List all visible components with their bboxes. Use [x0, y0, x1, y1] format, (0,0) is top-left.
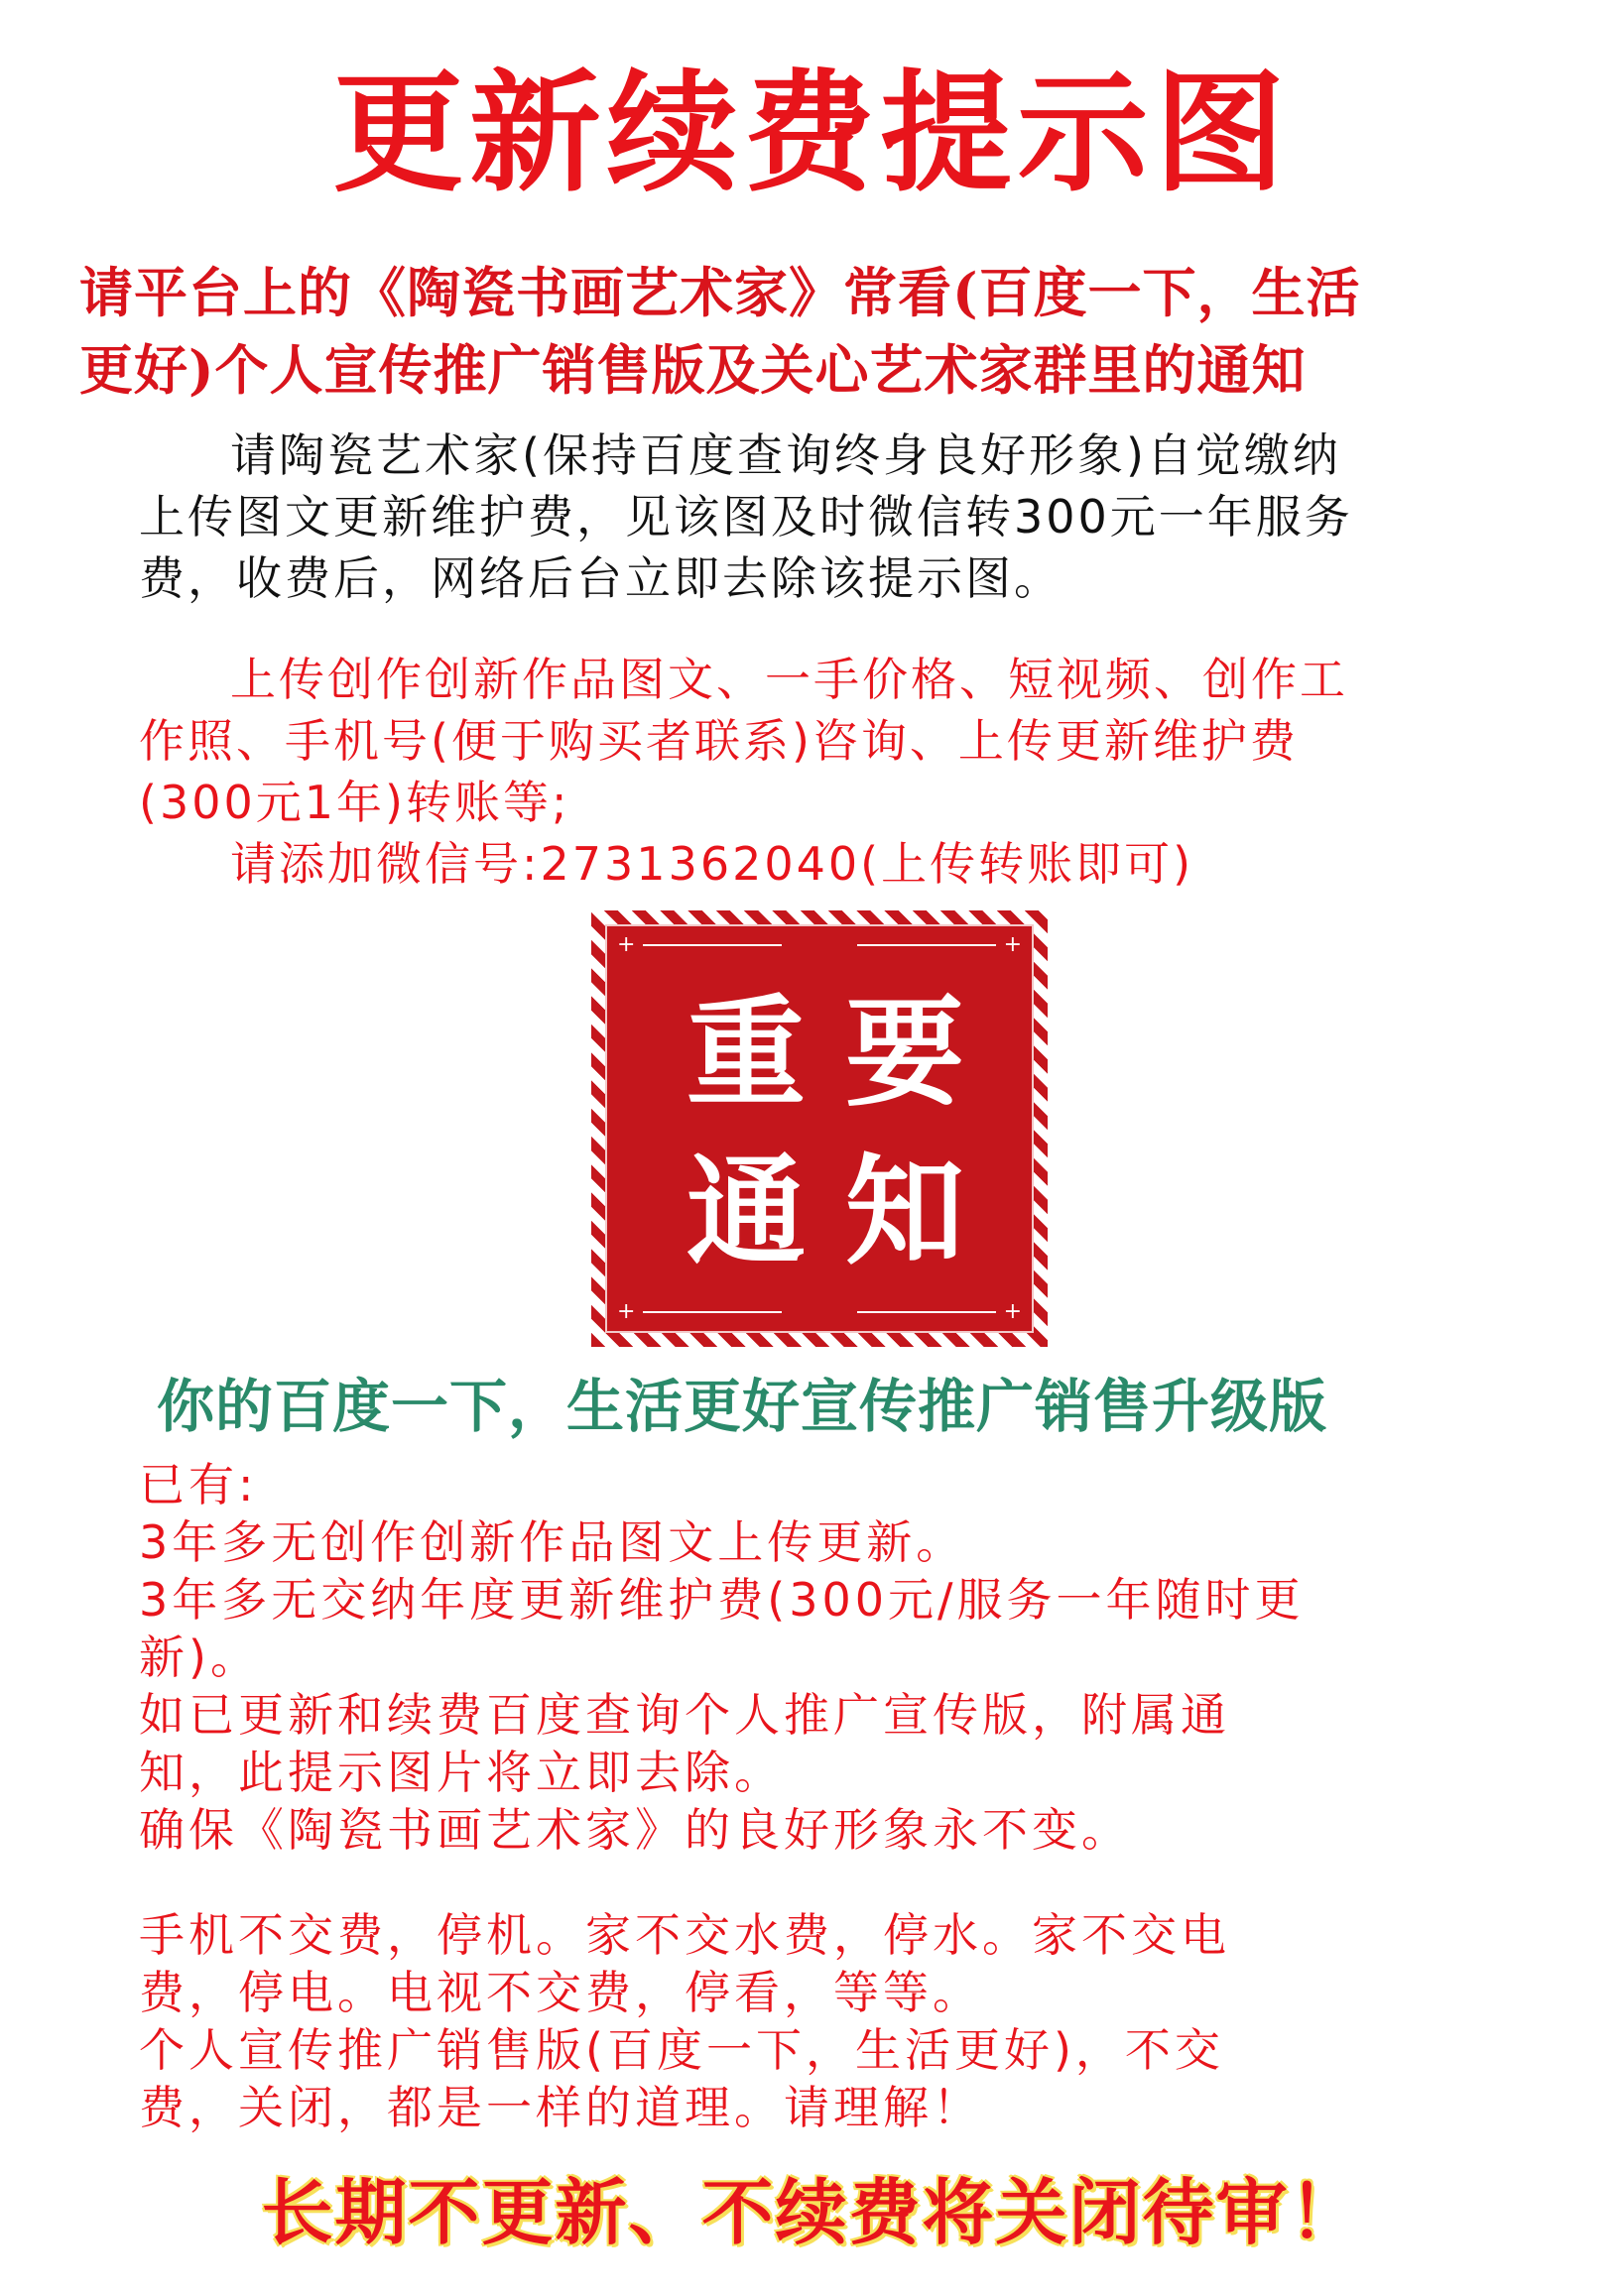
status-line: 3年多无交纳年度更新维护费(300元/服务一年随时更 [139, 1573, 1305, 1627]
plus-icon: + [617, 1299, 636, 1324]
upload-line: (300元1年)转账等; [139, 776, 570, 829]
analogy-line: 费，停电。电视不交费，停看，等等。 [139, 1966, 982, 2019]
fee-instructions [139, 424, 1518, 609]
upgrade-title: 你的百度一下，生活更好宣传推广销售升级版 [157, 1373, 1328, 1440]
fee-line: 费，收费后，网络后台立即去除该提示图。 [139, 551, 1062, 605]
important-notice-stamp [591, 910, 1048, 1347]
stamp-char: 重 [687, 983, 806, 1123]
status-line: 知，此提示图片将立即去除。 [139, 1746, 784, 1799]
page-title: 更新续费提示图 [332, 58, 1292, 210]
status-line: 新)。 [139, 1631, 260, 1684]
analogy-line: 手机不交费，停机。家不交水费，停水。家不交电 [139, 1908, 1230, 1962]
fee-line: 请陶瓷艺术家(保持百度查询终身良好形象)自觉缴纳 [230, 428, 1341, 482]
upload-line: 作照、手机号(便于购买者联系)咨询、上传更新维护费 [139, 714, 1299, 768]
plus-icon: + [1003, 932, 1022, 957]
plus-icon: + [617, 932, 636, 957]
wechat-line: 请添加微信号:2731362040(上传转账即可) [230, 837, 1194, 891]
upload-line: 上传创作创新作品图文、一手价格、短视频、创作工 [230, 653, 1348, 706]
status-lead: 已有: [139, 1458, 258, 1511]
status-line: 确保《陶瓷书画艺术家》的良好形象永不变。 [139, 1803, 1131, 1857]
stamp-char: 知 [845, 1142, 964, 1281]
status-list [139, 1456, 1518, 1859]
platform-notice [79, 254, 1567, 409]
plus-icon: + [1003, 1299, 1022, 1324]
status-line: 3年多无创作创新作品图文上传更新。 [139, 1515, 966, 1569]
analogy-line: 个人宣传推广销售版(百度一下，生活更好)，不交 [139, 2023, 1224, 2077]
analogy-text [139, 1906, 1518, 2136]
stamp-char: 通 [687, 1142, 806, 1281]
status-line: 如已更新和续费百度查询个人推广宣传版，附属通 [139, 1688, 1230, 1742]
fee-line: 上传图文更新维护费，见该图及时微信转300元一年服务 [139, 490, 1353, 544]
analogy-line: 费，关闭，都是一样的道理。请理解！ [139, 2081, 982, 2134]
upload-instructions [139, 649, 1518, 895]
platform-notice-line: 请平台上的《陶瓷书画艺术家》常看(百度一下，生活 [79, 261, 1361, 324]
platform-notice-line: 更好)个人宣传推广销售版及关心艺术家群里的通知 [79, 338, 1307, 402]
closure-warning: 长期不更新、不续费将关闭待审！ [261, 2170, 1363, 2254]
stamp-char: 要 [845, 983, 964, 1123]
